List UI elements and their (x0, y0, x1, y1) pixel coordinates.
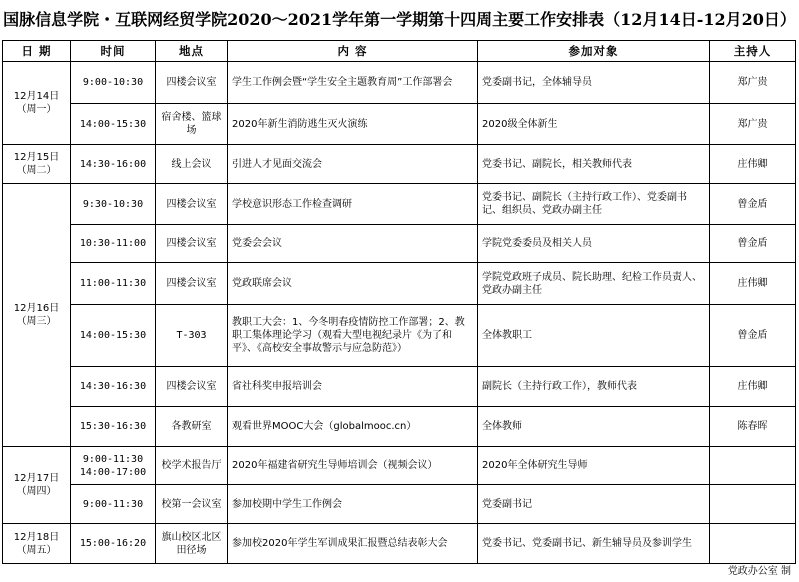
weekday-label: （周四） (16, 486, 57, 497)
table-row (3, 305, 796, 367)
participants-cell: 副院长（主持行政工作），教师代表 (478, 367, 710, 407)
place-cell: 四楼会议室 (156, 184, 228, 225)
date-label: 12月15日 (13, 152, 60, 163)
host-cell (710, 447, 796, 485)
place-cell: 四楼会议室 (156, 263, 228, 305)
table-row (3, 104, 796, 145)
date-label: 12月14日 (13, 91, 60, 102)
time-cell: 9:30-10:30 (71, 184, 156, 225)
place-cell: 宿舍楼、篮球场 (156, 104, 228, 145)
table-row (3, 407, 796, 447)
page-title: 国脉信息学院・互联网经贸学院2020～2021学年第一学期第十四周主要工作安排表（12月14日-12月20日） (3, 10, 796, 29)
header-content: 内 容 (228, 41, 478, 62)
table-row (3, 263, 796, 305)
participants-cell: 全体教职工 (478, 305, 710, 367)
participants-cell: 2020级全体新生 (478, 104, 710, 145)
table-row (3, 524, 796, 564)
date-cell (3, 145, 71, 184)
weekday-label: （周三） (16, 316, 57, 327)
time-cell: 11:00-11:30 (71, 263, 156, 305)
date-cell (3, 62, 71, 145)
schedule-table (2, 40, 796, 564)
host-cell (710, 485, 796, 524)
weekday-label: （周五） (16, 544, 57, 556)
host-cell: 曾金盾 (710, 184, 796, 225)
participants-cell: 党委副书记 (478, 485, 710, 524)
place-cell: 线上会议 (156, 145, 228, 184)
footer-note: 党政办公室 制 (727, 566, 791, 577)
weekday-label: （周一） (16, 104, 57, 115)
place-cell: 四楼会议室 (156, 62, 228, 104)
header-place: 地点 (156, 41, 228, 62)
time-cell: 14:00-15:30 (71, 305, 156, 367)
host-cell: 陈春晖 (710, 407, 796, 447)
date-label: 12月18日 (13, 531, 60, 543)
content-cell: 观看世界MOOC大会（globalmooc.cn） (228, 407, 478, 447)
time-cell: 9:00-11:30 (71, 485, 156, 524)
host-cell: 曾金盾 (710, 225, 796, 263)
host-cell: 郑广贵 (710, 104, 796, 145)
header-row (3, 41, 796, 62)
host-cell: 庄伟卿 (710, 367, 796, 407)
table-row (3, 145, 796, 184)
time-line: 14:00-17:00 (79, 466, 147, 478)
host-cell: 庄伟卿 (710, 263, 796, 305)
place-cell: T-303 (156, 305, 228, 367)
time-line: 9:00-11:30 (82, 453, 144, 465)
content-cell: 学生工作例会暨“学生安全主题教育周”工作部署会 (228, 62, 478, 104)
date-cell (3, 184, 71, 447)
header-time: 时间 (71, 41, 156, 62)
content-cell: 省社科奖申报培训会 (228, 367, 478, 407)
table-row (3, 225, 796, 263)
host-cell (710, 524, 796, 564)
host-cell: 郑广贵 (710, 62, 796, 104)
time-cell: 15:00-16:20 (71, 524, 156, 564)
participants-cell: 学院党政班子成员、院长助理、纪检工作员责人、党政办副主任 (478, 263, 710, 305)
content-cell: 参加校期中学生工作例会 (228, 485, 478, 524)
time-cell: 15:30-16:30 (71, 407, 156, 447)
participants-cell: 党委书记、副院长，相关教师代表 (478, 145, 710, 184)
place-cell: 校第一会议室 (156, 485, 228, 524)
participants-cell: 2020年全体研究生导师 (478, 447, 710, 485)
content-cell: 2020年福建省研究生导师培训会（视频会议） (228, 447, 478, 485)
table-row (3, 367, 796, 407)
table-row (3, 447, 796, 485)
content-cell: 2020年新生消防逃生灭火演练 (228, 104, 478, 145)
content-cell: 教职工大会：1、今冬明春疫情防控工作部署；2、教职工集体理论学习（观看大型电视纪录片《为了和平》、《高校安全事故警示与应急防范》） (228, 305, 478, 367)
date-cell (3, 524, 71, 564)
participants-cell: 党委书记、党委副书记、新生辅导员及参训学生 (478, 524, 710, 564)
date-label: 12月16日 (13, 303, 60, 314)
weekday-label: （周二） (16, 165, 57, 176)
header-host: 主持人 (710, 41, 796, 62)
place-cell: 四楼会议室 (156, 367, 228, 407)
time-cell: 9:00-10:30 (71, 62, 156, 104)
table-row (3, 485, 796, 524)
place-cell: 四楼会议室 (156, 225, 228, 263)
date-label: 12月17日 (13, 473, 60, 484)
participants-cell: 学院党委委员及相关人员 (478, 225, 710, 263)
time-cell: 10:30-11:00 (71, 225, 156, 263)
participants-cell: 党委书记、副院长（主持行政工作）、党委副书记、组织员、党政办副主任 (478, 184, 710, 225)
content-cell: 党政联席会议 (228, 263, 478, 305)
content-cell: 学校意识形态工作检查调研 (228, 184, 478, 225)
place-cell: 校学术报告厅 (156, 447, 228, 485)
date-cell (3, 447, 71, 524)
content-cell: 参加校2020年学生军训成果汇报暨总结表彰大会 (228, 524, 478, 564)
header-participants: 参加对象 (478, 41, 710, 62)
time-cell: 14:30-16:00 (71, 145, 156, 184)
time-cell: 14:00-15:30 (71, 104, 156, 145)
participants-cell: 党委副书记，全体辅导员 (478, 62, 710, 104)
host-cell: 曾金盾 (710, 305, 796, 367)
content-cell: 党委会会议 (228, 225, 478, 263)
time-cell (71, 447, 156, 485)
time-cell: 14:30-16:30 (71, 367, 156, 407)
place-cell: 旗山校区北区田径场 (156, 524, 228, 564)
table-row (3, 184, 796, 225)
place-cell: 各教研室 (156, 407, 228, 447)
table-row (3, 62, 796, 104)
participants-cell: 全体教师 (478, 407, 710, 447)
content-cell: 引进人才见面交流会 (228, 145, 478, 184)
host-cell: 庄伟卿 (710, 145, 796, 184)
header-date: 日 期 (3, 41, 71, 62)
